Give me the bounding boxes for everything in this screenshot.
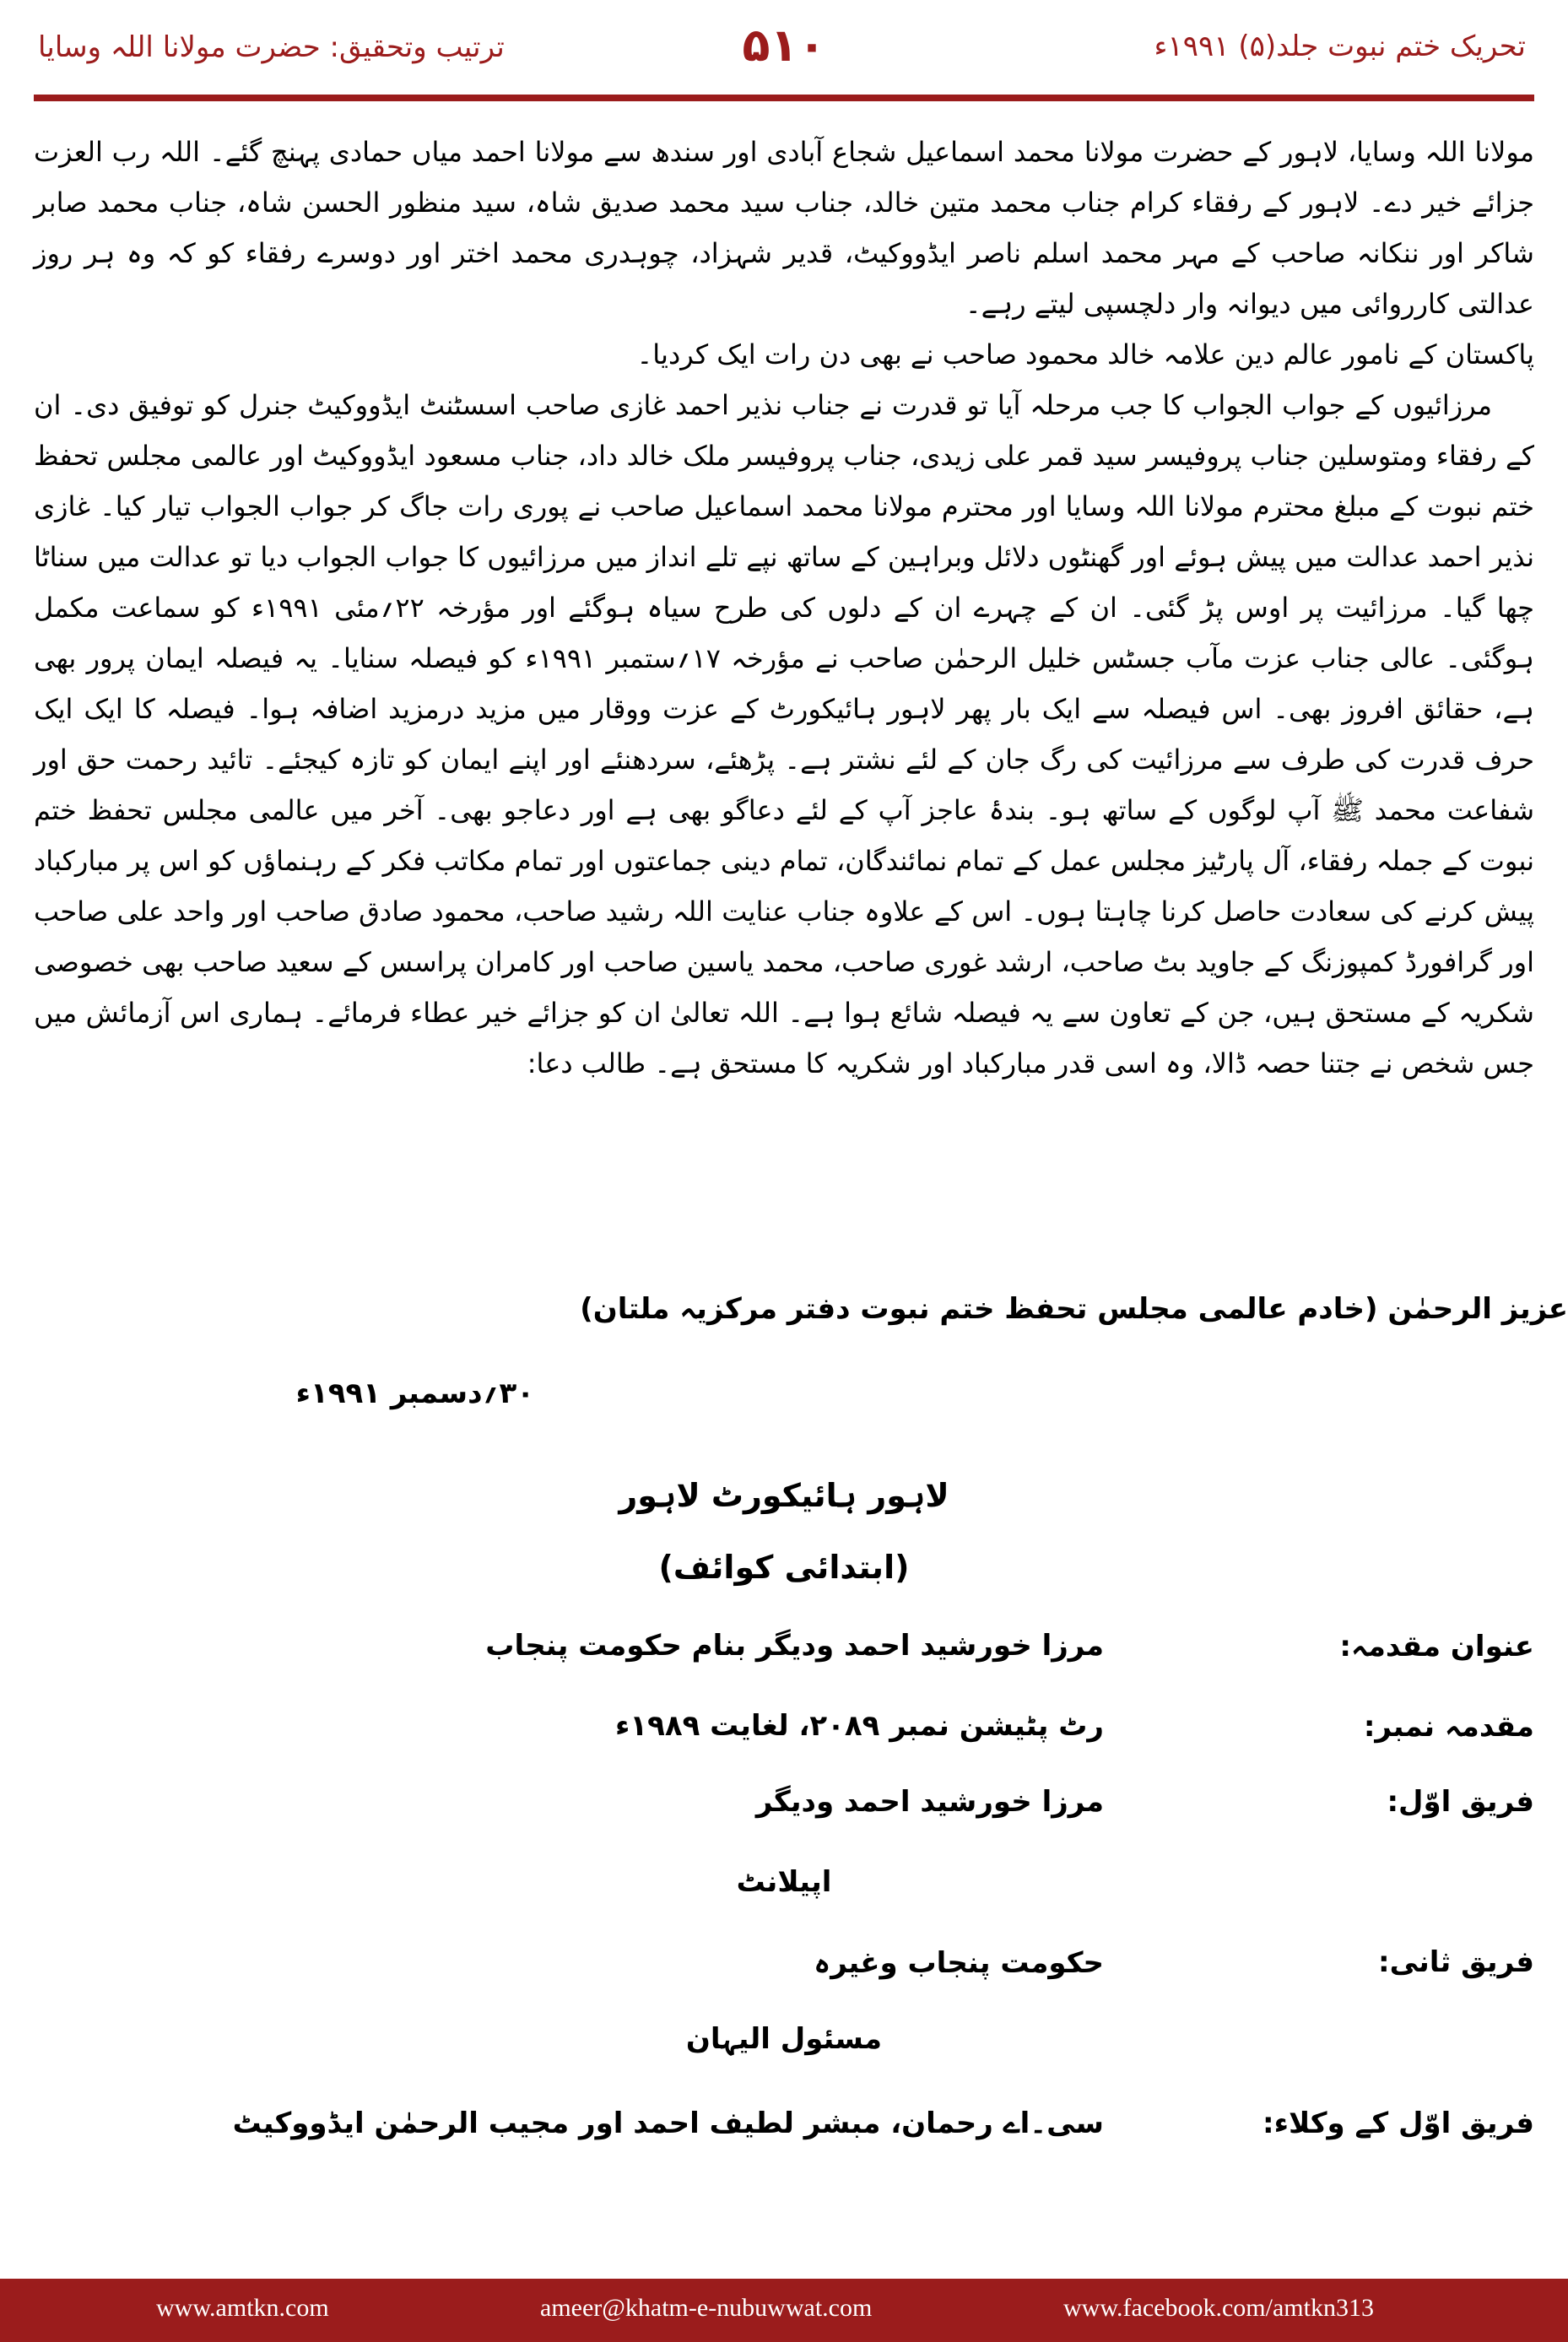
header-divider [34, 95, 1534, 101]
respondent-label: مسئول الیہان [685, 2022, 883, 2056]
case-row-number [34, 1709, 1534, 1768]
facebook-link[interactable]: www.facebook.com/amtkn313 [1063, 2294, 1374, 2322]
case-label: مقدمہ نمبر: [1363, 1710, 1534, 1744]
case-value: سی۔اے رحمان، مبشر لطیف احمد اور مجیب الرحمٰن ایڈووکیٹ [232, 2107, 1104, 2140]
article-body [34, 127, 1534, 1384]
case-row-first-party [34, 1785, 1534, 1844]
signature-date: ۳۰؍دسمبر ۱۹۹۱ء [295, 1377, 534, 1410]
page-number: ۵۱۰ [742, 19, 826, 72]
case-label: فریق ثانی: [1378, 1945, 1534, 1979]
case-row-title [34, 1629, 1534, 1688]
case-label: عنوان مقدمہ: [1339, 1630, 1534, 1663]
case-label: فریق اوّل کے وکلاء: [1262, 2107, 1534, 2140]
paragraph-judgement: مرزائیوں کے جواب الجواب کا جب مرحلہ آیا تو قدرت نے جناب نذیر احمد غازی صاحب اسسٹنٹ ایڈووکیٹ جنرل کو توفیق دی۔ ان کے رفقاء ومتوسلین جناب پروفیسر سید قمر علی زیدی، جناب پروفیسر ملک خالد داد، جناب مسعود ایڈووکیٹ اور عالمی مجلس تحفظ ختم نبوت کے مبلغ محترم مولانا اللہ وسایا اور محترم مولانا محمد اسماعیل صاحب نے پوری رات جاگ کر جواب الجواب تیار کیا۔ غازی نذیر احمد عدالت میں پیش ہوئے اور گھنٹوں دلائل وبراہین کے ساتھ نپے تلے انداز میں مرزائیوں کا جواب الجواب دیا تو عدالت میں سناٹا چھا گیا۔ مرزائیت پر اوس پڑ گئی۔ ان کے چہرے ان کے دلوں کی طرح سیاہ ہوگئے اور مؤرخہ ۲۲؍مئی ۱۹۹۱ء کو سماعت مکمل ہوگئی۔ عالی جناب عزت مآب جسٹس خلیل الرحمٰن صاحب نے مؤرخہ ۱۷؍ستمبر ۱۹۹۱ء کو فیصلہ سنایا۔ یہ فیصلہ ایمان پرور بھی ہے، حقائق افروز بھی۔ اس فیصلہ سے ایک بار پھر لاہور ہائیکورٹ کے عزت ووقار میں مزید درمزید اضافہ ہوا۔ فیصلہ کا ایک ایک حرف قدرت کی طرف سے مرزائیت کی رگ جان کے لئے نشتر ہے۔ پڑھئے، سردھنئے اور اپنے ایمان کو تازہ کیجئے۔ تائید رحمت حق اور شفاعت محمد ﷺ آپ لوگوں کے ساتھ ہو۔ بندۂ عاجز آپ کے لئے دعاگو بھی ہے اور دعاجو بھی۔ آخر میں عالمی مجلس تحفظ ختم نبوت کے جملہ رفقاء، آل پارٹیز مجلس عمل کے تمام نمائندگان، تمام دینی جماعتوں اور تمام مکاتب فکر کے رہنماؤں کو اس پر مبارکباد پیش کرنے کی سعادت حاصل کرنا چاہتا ہوں۔ اس کے علاوہ جناب عنایت اللہ رشید صاحب، محمود صادق صاحب اور واحد علی صاحب اور گرافورڈ کمپوزنگ کے جاوید بٹ صاحب، ارشد غوری صاحب، محمد یاسین صاحب اور کامران پراسس کے سعید صاحب بھی خصوصی شکریہ کے مستحق ہیں، جن کے تعاون سے یہ فیصلہ شائع ہوا ہے۔ اللہ تعالیٰ ان کو جزائے خیر عطاء فرمائے۔ ہماری اس آزمائش میں جس شخص نے جتنا حصہ ڈالا، وہ اسی قدر مبارکباد اور شکریہ کا مستحق ہے۔ طالب دعا: [34, 389, 1535, 1079]
page-footer [0, 2279, 1568, 2342]
case-value: حکومت پنجاب وغیرہ [814, 1946, 1104, 1980]
case-row-second-party [34, 1945, 1534, 2004]
page-header [0, 0, 1568, 118]
case-label: فریق اوّل: [1387, 1785, 1534, 1819]
website-link[interactable]: www.amtkn.com [156, 2294, 329, 2322]
signature-name: عزیز الرحمٰن (خادم عالمی مجلس تحفظ ختم نبوت دفتر مرکزیہ ملتان) [580, 1292, 1568, 1326]
court-subtitle: (ابتدائی کوائف) [658, 1549, 910, 1586]
paragraph-scholar: پاکستان کے نامور عالم دین علامہ خالد محمود صاحب نے بھی دن رات ایک کردیا۔ [636, 338, 1534, 371]
email-link[interactable]: ameer@khatm-e-nubuwwat.com [540, 2294, 873, 2322]
compiler-credit: ترتیب وتحقیق: حضرت مولانا اللہ وسایا [38, 30, 505, 64]
court-title: لاہور ہائیکورٹ لاہور [619, 1477, 949, 1514]
case-value: مرزا خورشید احمد ودیگر بنام حکومت پنجاب [485, 1629, 1104, 1663]
case-value: رٹ پٹیشن نمبر ۲۰۸۹، لغایت ۱۹۸۹ء [614, 1709, 1104, 1743]
appellant-label: اپیلانٹ [736, 1865, 832, 1899]
case-row-counsel [34, 2106, 1534, 2165]
book-title: تحریک ختم نبوت جلد(۵) ۱۹۹۱ء [1154, 30, 1526, 63]
case-value: مرزا خورشید احمد ودیگر [755, 1785, 1104, 1819]
paragraph-intro: مولانا اللہ وسایا، لاہور کے حضرت مولانا محمد اسماعیل شجاع آبادی اور سندھ سے مولانا احمد میاں حمادی پہنچ گئے۔ اللہ رب العزت جزائے خیر دے۔ لاہور کے رفقاء کرام جناب محمد متین خالد، جناب سید محمد صدیق شاہ، سید منظور الحسن شاہ، جناب محمد صابر شاکر اور ننکانہ صاحب کے مہر محمد اسلم ناصر ایڈووکیٹ، قدیر شہزاد، چوہدری محمد اختر اور دوسرے رفقاء کو کہ وہ ہر روز عدالتی کارروائی میں دیوانہ وار دلچسپی لیتے رہے۔ [34, 136, 1535, 320]
